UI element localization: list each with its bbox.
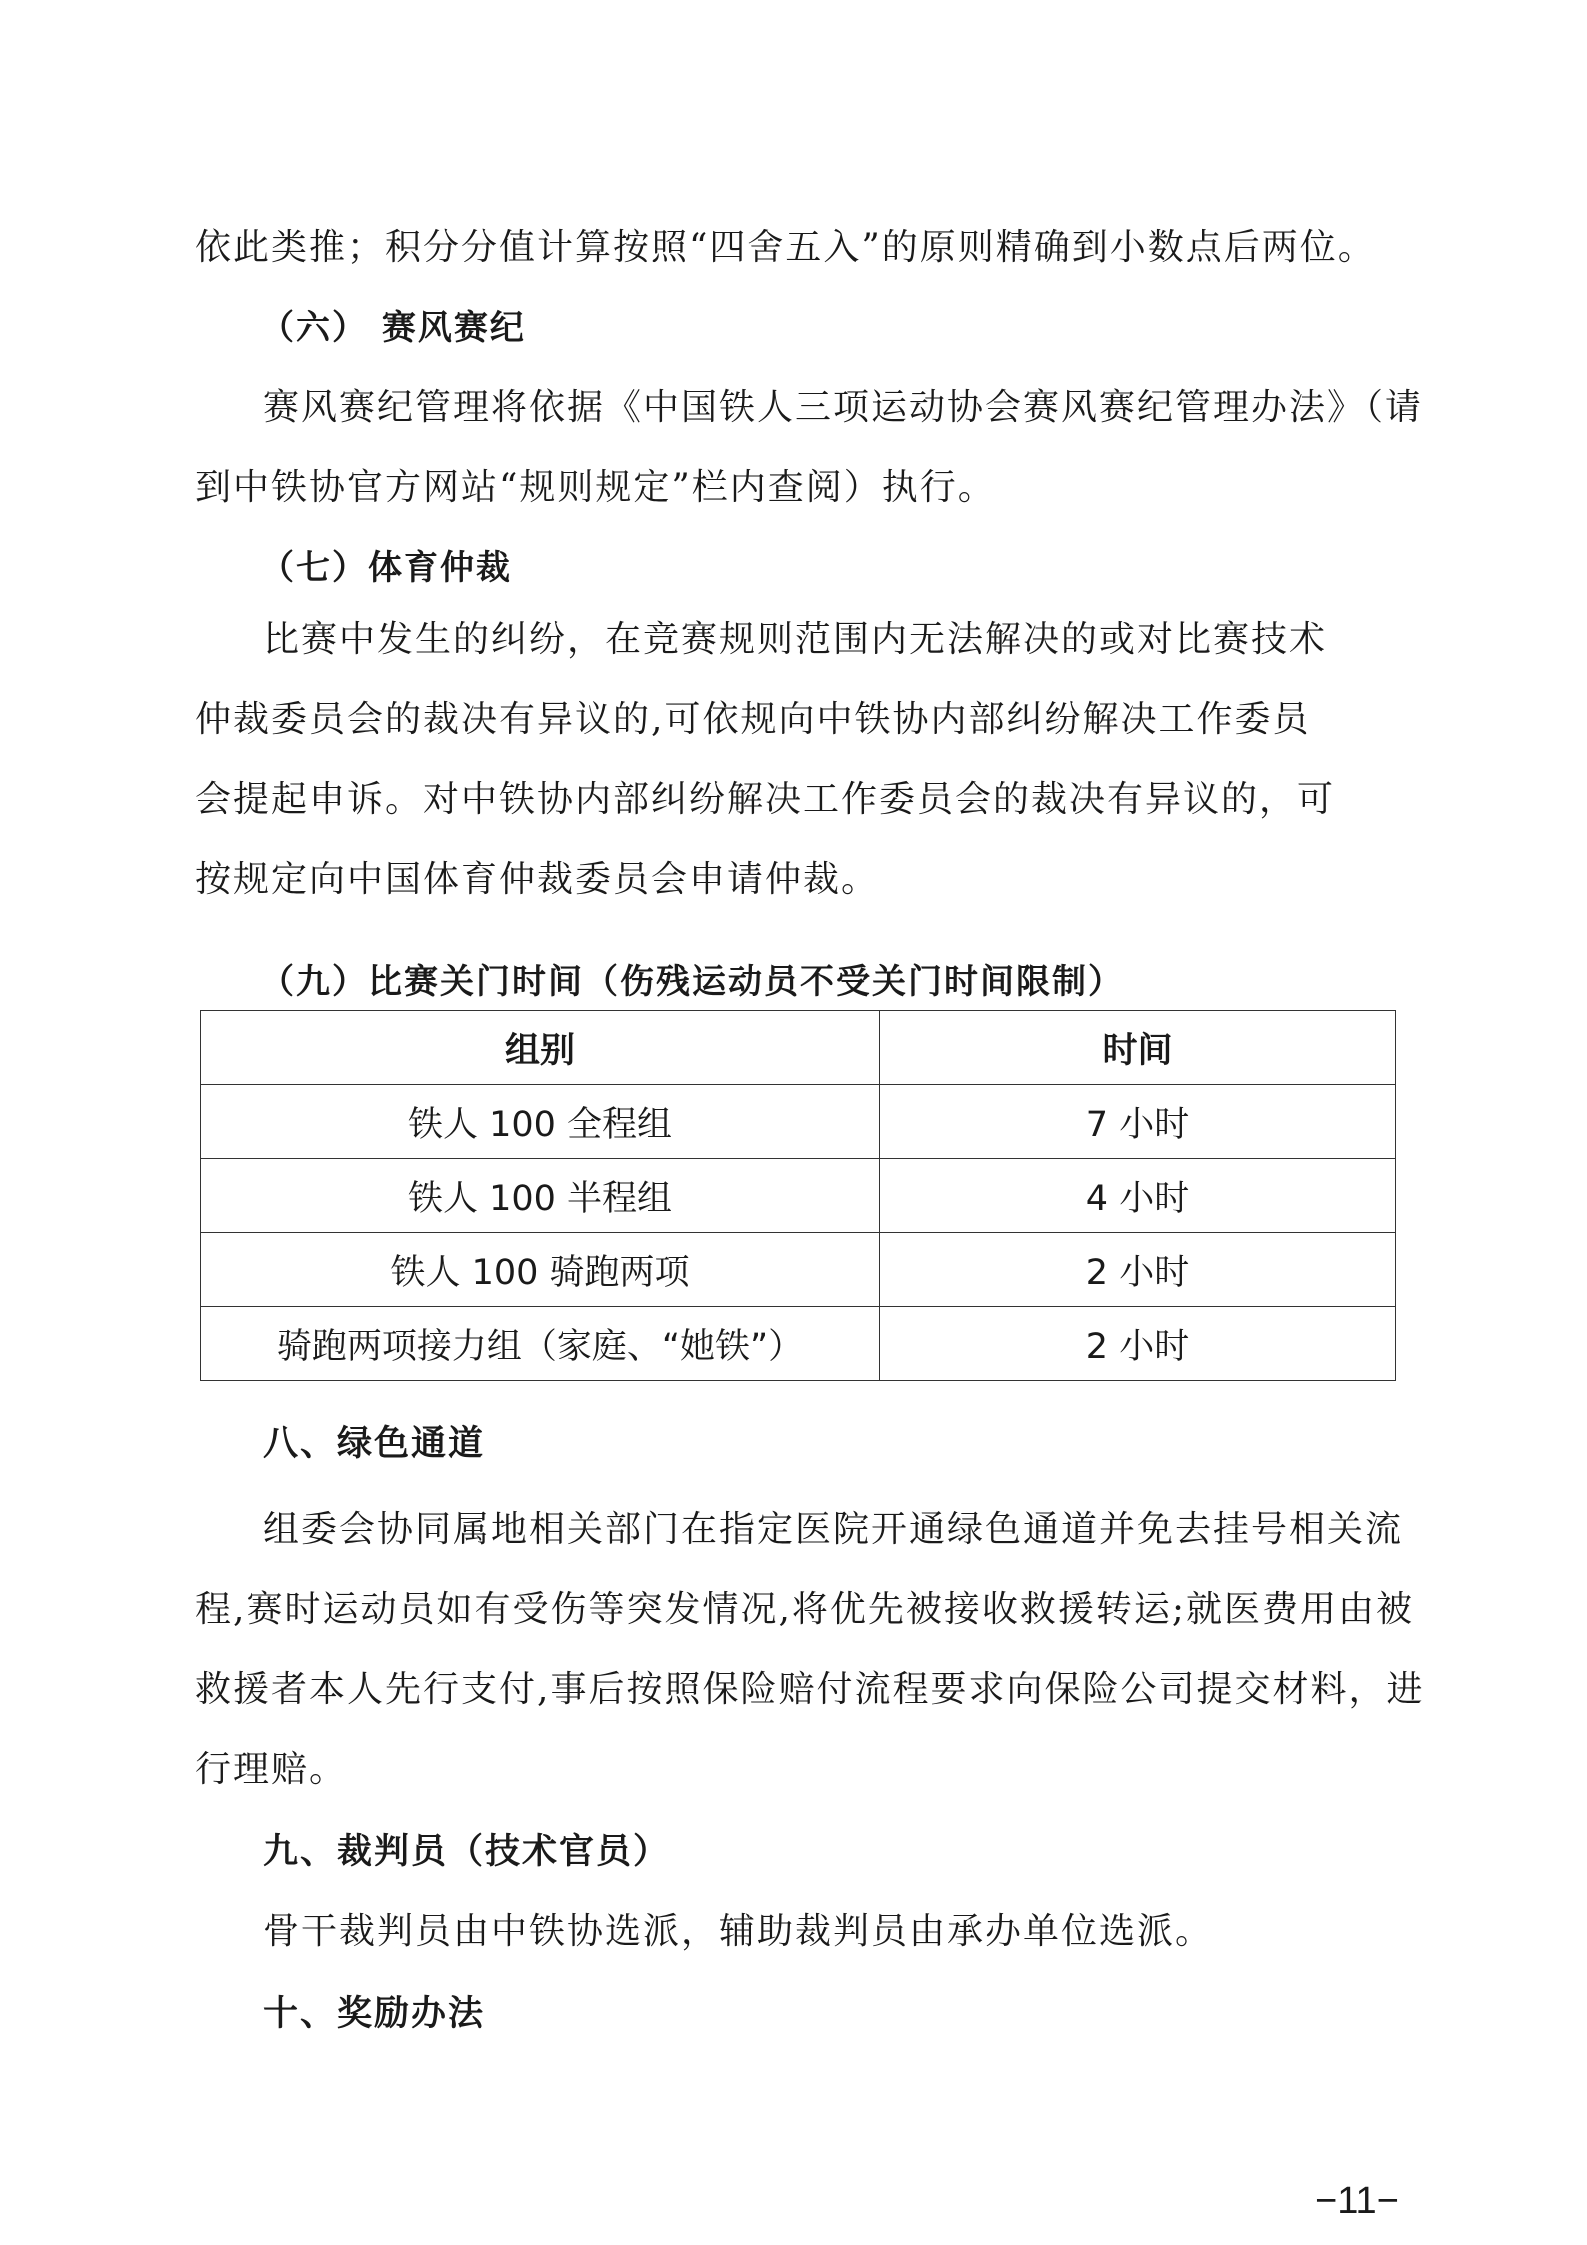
table-row <box>201 1159 1396 1233</box>
table-cell-time: 2 小时 <box>880 1307 1396 1381</box>
paragraph-line: 到中铁协官方网站“规则规定”栏内查阅）执行。 <box>195 467 996 508</box>
table-cell-group: 铁人 100 半程组 <box>201 1159 880 1233</box>
chapter-heading-8: 八、绿色通道 <box>263 1424 486 1464</box>
paragraph-line: 会提起申诉。对中铁协内部纠纷解决工作委员会的裁决有异议的，可 <box>195 779 1336 820</box>
table-row <box>201 1233 1396 1307</box>
table-cell-group: 骑跑两项接力组（家庭、“她铁”） <box>201 1307 880 1381</box>
paragraph-line: 组委会协同属地相关部门在指定医院开通绿色通道并免去挂号相关流 <box>263 1509 1404 1550</box>
table-row <box>201 1085 1396 1159</box>
table-header-row <box>201 1011 1396 1085</box>
chapter-heading-10: 十、奖励办法 <box>263 1994 486 2034</box>
table-cell-time: 4 小时 <box>880 1159 1396 1233</box>
page-number: −11− <box>1315 2180 1399 2222</box>
paragraph-line: 骨干裁判员由中铁协选派，辅助裁判员由承办单位选派。 <box>263 1911 1214 1952</box>
paragraph-line: 程,赛时运动员如有受伤等突发情况,将优先被接收救援转运;就医费用由被 <box>195 1589 1415 1630</box>
paragraph-line: 比赛中发生的纠纷，在竞赛规则范围内无法解决的或对比赛技术 <box>263 619 1328 660</box>
paragraph-line: 仲裁委员会的裁决有异议的,可依规向中铁协内部纠纷解决工作委员 <box>195 699 1311 740</box>
table-cell-group: 铁人 100 骑跑两项 <box>201 1233 880 1307</box>
cutoff-time-table <box>200 1010 1396 1381</box>
table-row <box>201 1307 1396 1381</box>
table-cell-time: 7 小时 <box>880 1085 1396 1159</box>
section-heading-6: （六） 赛风赛纪 <box>260 308 526 348</box>
paragraph-line: 赛风赛纪管理将依据《中国铁人三项运动协会赛风赛纪管理办法》（请 <box>263 387 1424 428</box>
section-heading-9: （九）比赛关门时间（伤残运动员不受关门时间限制） <box>260 962 1124 1002</box>
paragraph-line: 依此类推；积分分值计算按照“四舍五入”的原则精确到小数点后两位。 <box>195 227 1376 268</box>
paragraph-line: 救援者本人先行支付,事后按照保险赔付流程要求向保险公司提交材料，进 <box>195 1669 1425 1710</box>
section-heading-7: （七）体育仲裁 <box>260 548 512 588</box>
paragraph-line: 行理赔。 <box>195 1749 348 1790</box>
chapter-heading-9: 九、裁判员（技术官员） <box>263 1832 671 1872</box>
table-header-group: 组别 <box>201 1011 880 1085</box>
table-cell-group: 铁人 100 全程组 <box>201 1085 880 1159</box>
table-header-time: 时间 <box>880 1011 1396 1085</box>
paragraph-line: 按规定向中国体育仲裁委员会申请仲裁。 <box>195 859 880 900</box>
table-cell-time: 2 小时 <box>880 1233 1396 1307</box>
